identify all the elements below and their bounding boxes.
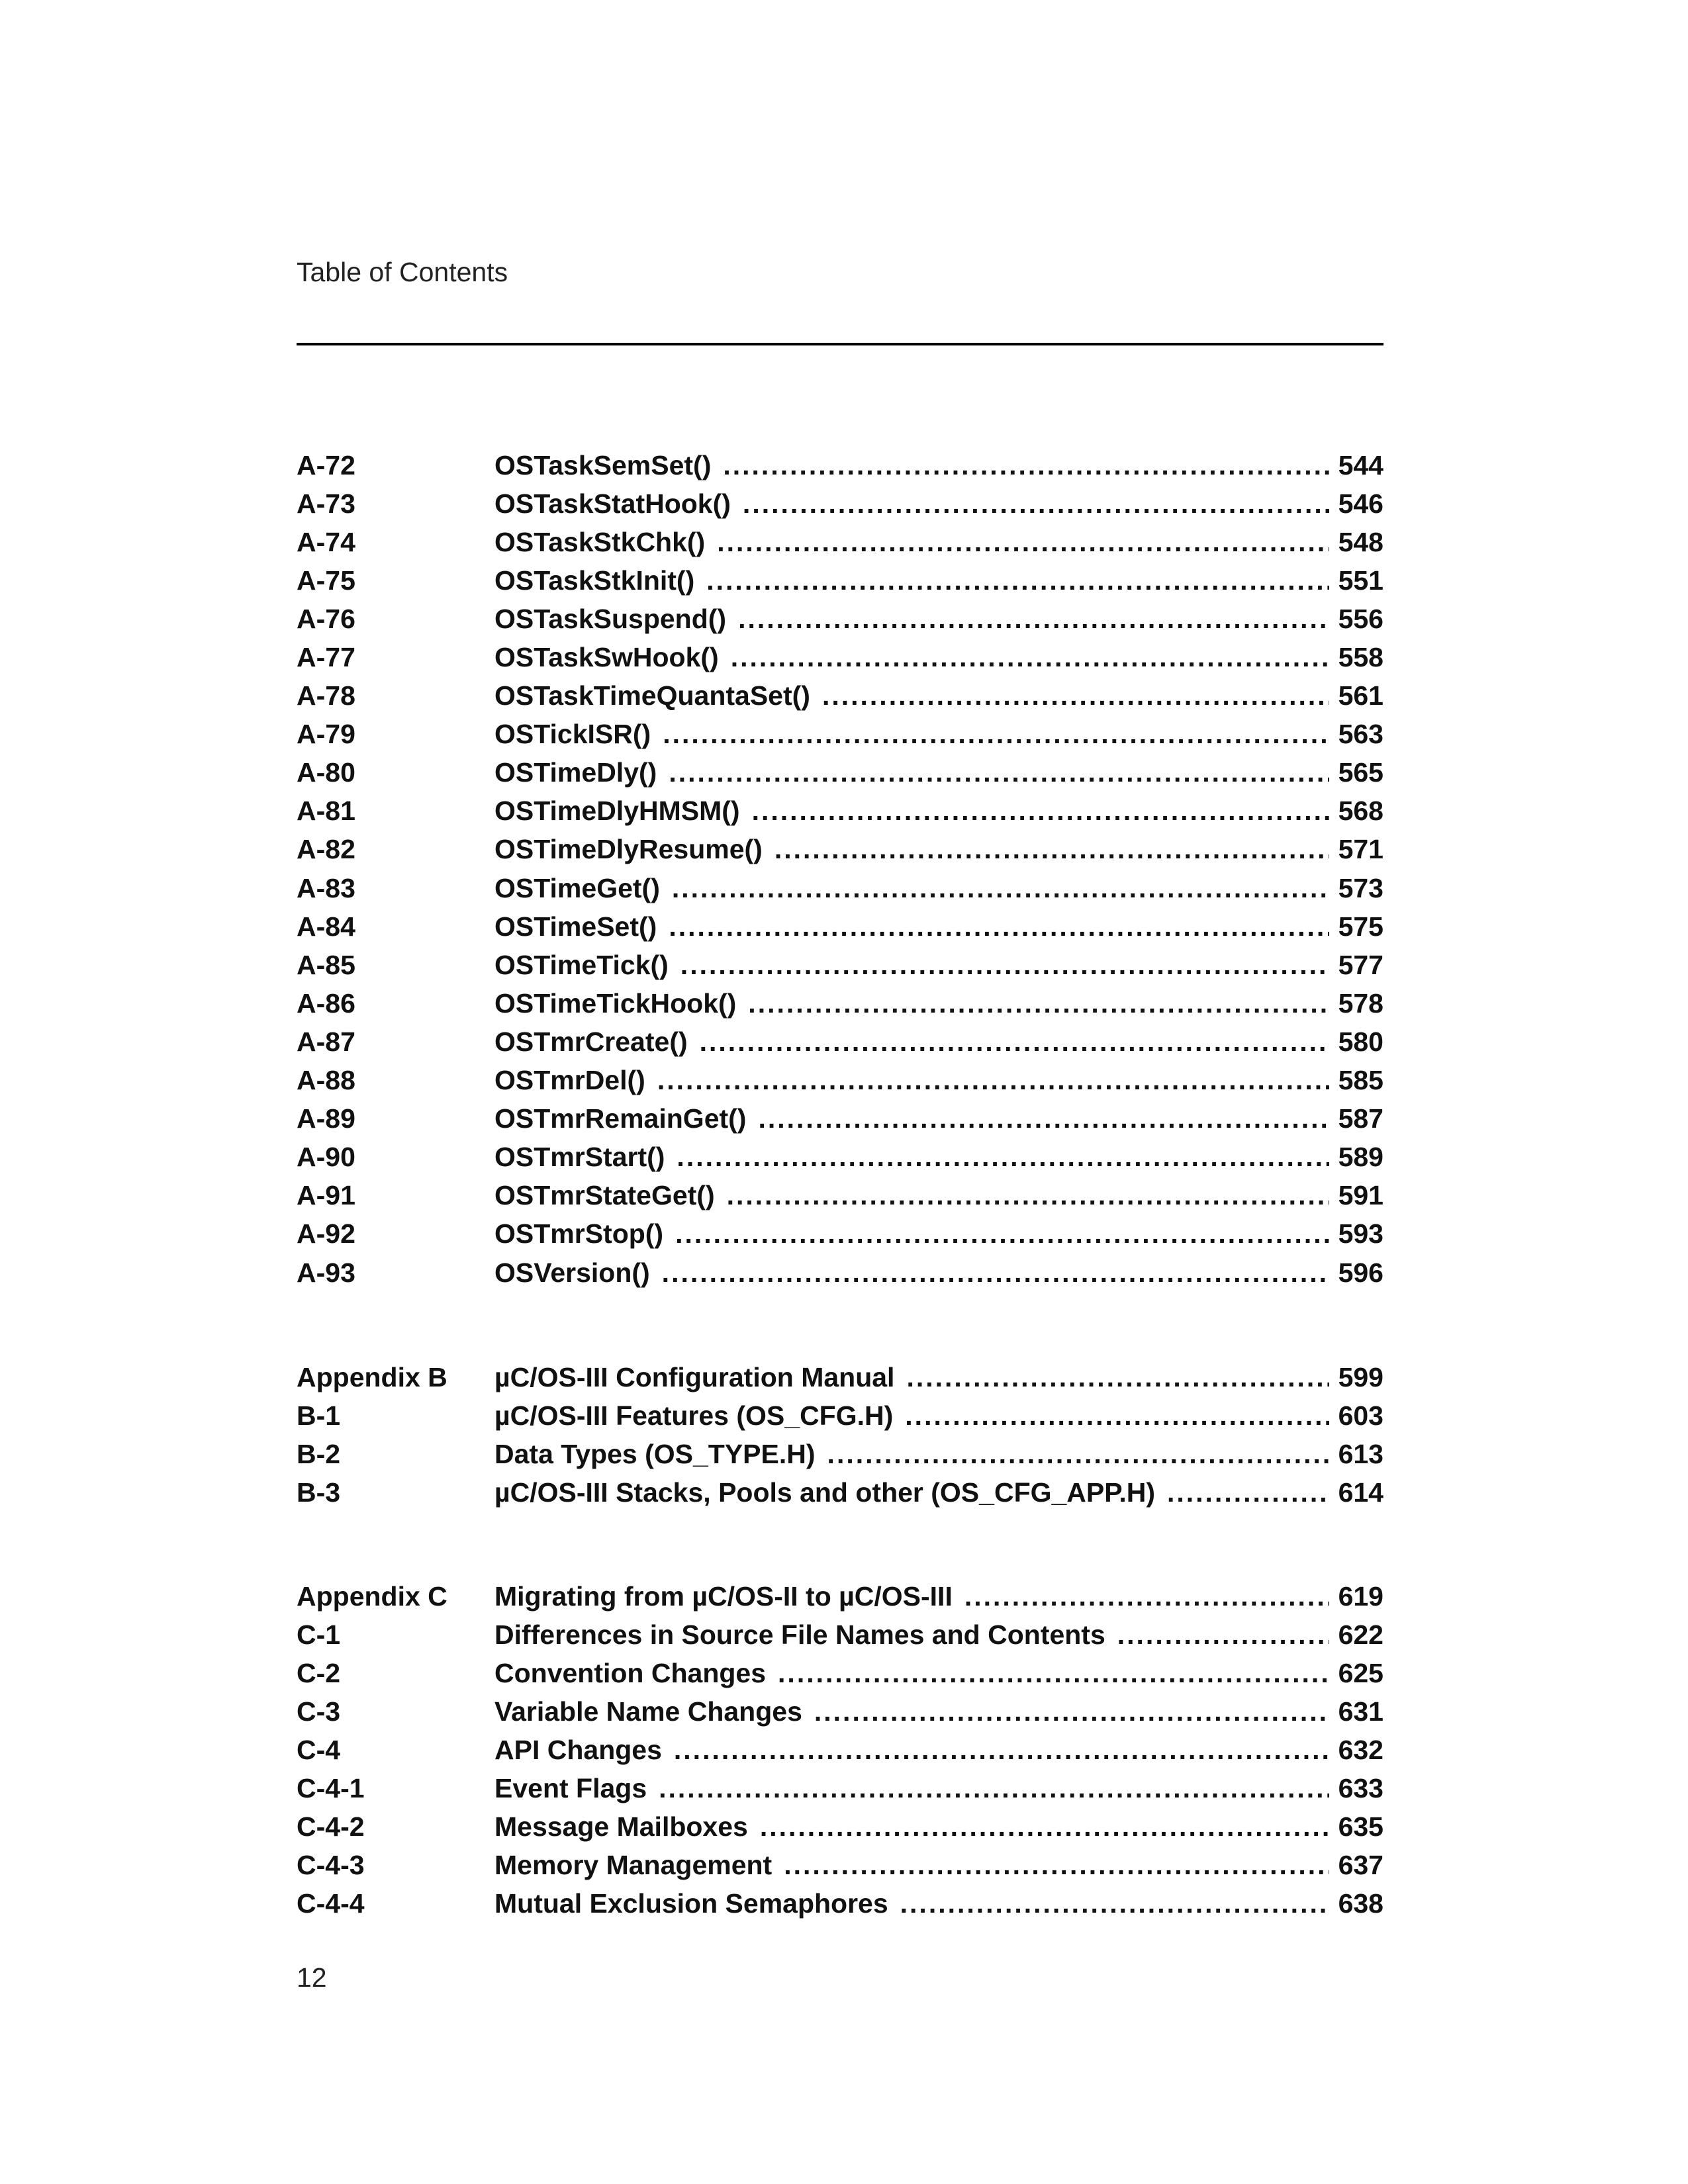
dot-leader — [758, 1103, 1329, 1134]
toc-entry-page: 631 — [1338, 1696, 1383, 1727]
toc-entry-title: OSTimeSet() — [494, 911, 657, 942]
toc-row — [297, 1654, 1383, 1692]
toc-entry-number: A-72 — [297, 449, 355, 480]
toc-entry — [494, 719, 1383, 750]
toc-entry — [494, 1888, 1383, 1919]
toc-entry-title: Data Types (OS_TYPE.H) — [494, 1438, 816, 1469]
toc-entry — [494, 1065, 1383, 1096]
toc-entry-page: 591 — [1338, 1180, 1383, 1211]
toc-entry — [494, 1218, 1383, 1250]
toc-row — [297, 1846, 1383, 1885]
dot-leader — [672, 873, 1329, 904]
toc-entry-page: 622 — [1338, 1619, 1383, 1650]
toc-entry-page: 575 — [1338, 911, 1383, 942]
toc-entry-title: OSTaskTimeQuantaSet() — [494, 680, 810, 711]
toc-entry-number: A-85 — [297, 949, 355, 980]
toc-entry-number: A-83 — [297, 872, 355, 903]
toc-entry-page: 544 — [1338, 449, 1383, 480]
toc-entry-title: OSTmrRemainGet() — [494, 1103, 747, 1134]
toc-entry-number: A-87 — [297, 1026, 355, 1057]
toc-entry — [494, 1180, 1383, 1211]
toc-row — [297, 946, 1383, 984]
toc-row — [297, 1215, 1383, 1253]
toc-entry-page: 635 — [1338, 1811, 1383, 1843]
toc-entry-number: C-4 — [297, 1734, 341, 1765]
dot-leader — [659, 1773, 1329, 1804]
toc-row — [297, 1885, 1383, 1923]
toc-row — [297, 1358, 1383, 1396]
toc-entry-number: C-4-1 — [297, 1773, 365, 1804]
toc-entry — [494, 642, 1383, 673]
toc-entry-number: A-91 — [297, 1180, 355, 1211]
toc-entry-page: 614 — [1338, 1477, 1383, 1508]
toc-entry — [494, 1773, 1383, 1804]
toc-entry-title: OSTmrStateGet() — [494, 1180, 715, 1211]
toc-entry-title: Migrating from µC/OS-II to µC/OS-III — [494, 1580, 953, 1612]
toc-row — [297, 792, 1383, 831]
toc-entry-title: OSTmrDel() — [494, 1065, 645, 1096]
toc-entry-number: A-92 — [297, 1218, 355, 1250]
toc-row — [297, 715, 1383, 754]
toc-entry-title: OSTmrStop() — [494, 1218, 664, 1250]
toc-row — [297, 446, 1383, 484]
toc-entry-page: 585 — [1338, 1065, 1383, 1096]
dot-leader — [669, 911, 1329, 942]
toc-entry-page: 587 — [1338, 1103, 1383, 1134]
toc-row — [297, 1062, 1383, 1100]
toc-entry-title: µC/OS-III Stacks, Pools and other (OS_CFG_APP.H) — [494, 1477, 1155, 1508]
toc-entry-title: OSTaskSuspend() — [494, 603, 727, 634]
toc-row — [297, 1100, 1383, 1138]
toc-entry-title: µC/OS-III Features (OS_CFG.H) — [494, 1400, 894, 1431]
dot-leader — [784, 1850, 1329, 1881]
toc-entry-number: C-1 — [297, 1619, 341, 1650]
toc-entry-title: Event Flags — [494, 1773, 647, 1804]
dot-leader — [760, 1811, 1329, 1843]
toc-entry-number: A-74 — [297, 526, 355, 557]
toc-row — [297, 677, 1383, 715]
toc-entry-title: OSTaskStkInit() — [494, 565, 695, 596]
toc-row — [297, 1253, 1383, 1292]
toc-row — [297, 561, 1383, 600]
toc-entry-page: 548 — [1338, 526, 1383, 557]
toc-entry-page: 565 — [1338, 757, 1383, 788]
dot-leader — [900, 1888, 1329, 1919]
toc-entry-page: 561 — [1338, 680, 1383, 711]
toc-entry-number: C-2 — [297, 1657, 341, 1688]
toc-entry-page: 613 — [1338, 1438, 1383, 1469]
dot-leader — [964, 1581, 1329, 1612]
toc-entry-number: C-4-4 — [297, 1888, 365, 1919]
toc-entry-number: B-2 — [297, 1438, 341, 1469]
toc-entry-number: A-89 — [297, 1103, 355, 1134]
dot-leader — [738, 604, 1329, 635]
toc-entry-title: OSTimeTick() — [494, 949, 669, 980]
toc-entry — [494, 1735, 1383, 1766]
toc-row — [297, 869, 1383, 907]
toc-entry-number: A-82 — [297, 834, 355, 865]
toc-entry-number: C-4-3 — [297, 1850, 365, 1881]
toc-row — [297, 754, 1383, 792]
toc-entry — [494, 527, 1383, 558]
toc-entry-page: 633 — [1338, 1773, 1383, 1804]
toc-row — [297, 1692, 1383, 1731]
toc-section-appendix-b — [297, 1358, 1383, 1512]
dot-leader — [1117, 1619, 1329, 1651]
toc-entry-title: API Changes — [494, 1734, 662, 1765]
toc-entry-title: OSTmrStart() — [494, 1142, 665, 1173]
dot-leader — [675, 1218, 1329, 1250]
toc-entry-number: B-1 — [297, 1400, 341, 1431]
toc-row — [297, 1177, 1383, 1215]
toc-entry-page: 593 — [1338, 1218, 1383, 1250]
toc-row — [297, 1769, 1383, 1807]
toc-entry-number: A-86 — [297, 987, 355, 1019]
toc-entry-title: OSTaskSwHook() — [494, 642, 719, 673]
toc-entry-page: 556 — [1338, 603, 1383, 634]
toc-entry — [494, 988, 1383, 1019]
toc-entry — [494, 1257, 1383, 1289]
dot-leader — [822, 680, 1329, 711]
toc-row — [297, 1808, 1383, 1846]
toc-entry — [494, 450, 1383, 481]
toc-entry-page: 571 — [1338, 834, 1383, 865]
toc-entry-title: OSTimeGet() — [494, 872, 660, 903]
dot-leader — [906, 1362, 1329, 1393]
toc-row — [297, 1615, 1383, 1654]
toc-entry-page: 573 — [1338, 872, 1383, 903]
toc-entry-number: A-79 — [297, 719, 355, 750]
toc-entry-number: A-75 — [297, 565, 355, 596]
toc-entry-number: C-3 — [297, 1696, 341, 1727]
toc-entry-number: A-76 — [297, 603, 355, 634]
toc-entry-title: Memory Management — [494, 1850, 773, 1881]
toc-entry-title: Variable Name Changes — [494, 1696, 802, 1727]
dot-leader — [814, 1696, 1329, 1727]
toc-entry-title: OSTmrCreate() — [494, 1026, 688, 1057]
dot-leader — [743, 488, 1329, 520]
toc-entry — [494, 1400, 1383, 1432]
toc-section-appendix-a — [297, 446, 1383, 1292]
toc-entry-title: Convention Changes — [494, 1657, 767, 1688]
toc-entry-number: A-78 — [297, 680, 355, 711]
toc-entry-number: A-93 — [297, 1257, 355, 1288]
toc-entry-page: 625 — [1338, 1657, 1383, 1688]
dot-leader — [663, 719, 1329, 750]
toc-entry-number: A-80 — [297, 757, 355, 788]
toc-entry-number: A-84 — [297, 911, 355, 942]
page-number: 12 — [297, 1962, 327, 1993]
toc-row — [297, 907, 1383, 946]
running-head: Table of Contents — [297, 257, 508, 287]
dot-leader — [778, 1658, 1329, 1689]
toc-entry-page: 580 — [1338, 1026, 1383, 1057]
dot-leader — [717, 527, 1329, 558]
toc-entry-title: OSTimeDly() — [494, 757, 657, 788]
toc-entry-page: 578 — [1338, 987, 1383, 1019]
toc-entry — [494, 488, 1383, 520]
toc-entry — [494, 1850, 1383, 1881]
toc-section-appendix-c — [297, 1577, 1383, 1923]
toc-entry — [494, 1581, 1383, 1612]
toc-entry-title: OSTaskStkChk() — [494, 526, 706, 557]
toc-entry — [494, 1439, 1383, 1470]
toc-entry-title: OSTimeDlyResume() — [494, 834, 763, 865]
toc-row — [297, 484, 1383, 523]
header-rule — [297, 343, 1383, 345]
toc-row — [297, 523, 1383, 561]
toc-row — [297, 1473, 1383, 1512]
toc-entry-page: 599 — [1338, 1361, 1383, 1392]
toc-entry-number: A-73 — [297, 488, 355, 519]
toc-entry-page: 551 — [1338, 565, 1383, 596]
toc-entry — [494, 757, 1383, 788]
toc-entry-title: OSTimeDlyHMSM() — [494, 796, 740, 827]
dot-leader — [731, 642, 1329, 673]
toc-entry-title: OSTaskSemSet() — [494, 449, 712, 480]
toc-entry-title: OSTickISR() — [494, 719, 651, 750]
toc-entry-page: 596 — [1338, 1257, 1383, 1288]
toc-row — [297, 1731, 1383, 1769]
toc-entry — [494, 1619, 1383, 1651]
toc-entry — [494, 1477, 1383, 1508]
toc-entry-number: A-90 — [297, 1142, 355, 1173]
toc-entry — [494, 834, 1383, 865]
toc-entry — [494, 911, 1383, 942]
dot-leader — [706, 565, 1329, 596]
toc-row — [297, 1138, 1383, 1177]
dot-leader — [774, 834, 1329, 865]
toc-row — [297, 1396, 1383, 1435]
dot-leader — [700, 1026, 1329, 1058]
toc-entry — [494, 1696, 1383, 1727]
toc-entry-title: Message Mailboxes — [494, 1811, 748, 1843]
toc-entry-number: A-88 — [297, 1065, 355, 1096]
toc-entry-number: A-81 — [297, 796, 355, 827]
toc-entry-number: B-3 — [297, 1477, 341, 1508]
dot-leader — [752, 796, 1329, 827]
toc-entry-page: 632 — [1338, 1734, 1383, 1765]
toc-row — [297, 600, 1383, 638]
dot-leader — [827, 1439, 1329, 1470]
toc-entry — [494, 796, 1383, 827]
dot-leader — [1167, 1477, 1329, 1508]
toc-entry — [494, 1658, 1383, 1689]
toc-entry-number: Appendix B — [297, 1361, 447, 1392]
toc-entry — [494, 873, 1383, 904]
toc-entry-page: 589 — [1338, 1142, 1383, 1173]
dot-leader — [662, 1257, 1329, 1289]
toc-entry — [494, 1026, 1383, 1058]
toc-entry-page: 637 — [1338, 1850, 1383, 1881]
toc-entry-page: 558 — [1338, 642, 1383, 673]
toc-entry — [494, 1103, 1383, 1134]
toc-entry-page: 638 — [1338, 1888, 1383, 1919]
toc-entry-number: C-4-2 — [297, 1811, 365, 1843]
toc-entry-title: OSTaskStatHook() — [494, 488, 731, 519]
toc-entry — [494, 1362, 1383, 1393]
toc-entry — [494, 1811, 1383, 1843]
toc-entry-page: 546 — [1338, 488, 1383, 519]
dot-leader — [677, 1142, 1329, 1173]
toc-entry-title: OSTimeTickHook() — [494, 987, 737, 1019]
toc-row — [297, 984, 1383, 1023]
toc-entry — [494, 950, 1383, 981]
toc-entry — [494, 680, 1383, 711]
toc-row — [297, 1577, 1383, 1615]
dot-leader — [905, 1400, 1329, 1432]
toc-entry — [494, 604, 1383, 635]
dot-leader — [657, 1065, 1329, 1096]
toc-entry — [494, 1142, 1383, 1173]
toc-entry-page: 619 — [1338, 1580, 1383, 1612]
dot-leader — [674, 1735, 1329, 1766]
toc-row — [297, 638, 1383, 676]
dot-leader — [748, 988, 1329, 1019]
toc-entry-page: 568 — [1338, 796, 1383, 827]
toc-entry-page: 577 — [1338, 949, 1383, 980]
toc-entry-number: Appendix C — [297, 1580, 447, 1612]
toc-entry-page: 563 — [1338, 719, 1383, 750]
dot-leader — [723, 450, 1329, 481]
toc-row — [297, 1023, 1383, 1061]
toc-entry-title: Mutual Exclusion Semaphores — [494, 1888, 888, 1919]
toc-row — [297, 1435, 1383, 1473]
toc-entry — [494, 565, 1383, 596]
dot-leader — [680, 950, 1329, 981]
toc-entry-number: A-77 — [297, 642, 355, 673]
dot-leader — [727, 1180, 1329, 1211]
dot-leader — [669, 757, 1329, 788]
toc-entry-title: OSVersion() — [494, 1257, 650, 1288]
toc-entry-title: µC/OS-III Configuration Manual — [494, 1361, 895, 1392]
toc-entry-title: Differences in Source File Names and Contents — [494, 1619, 1105, 1650]
toc-row — [297, 831, 1383, 869]
toc-entry-page: 603 — [1338, 1400, 1383, 1431]
